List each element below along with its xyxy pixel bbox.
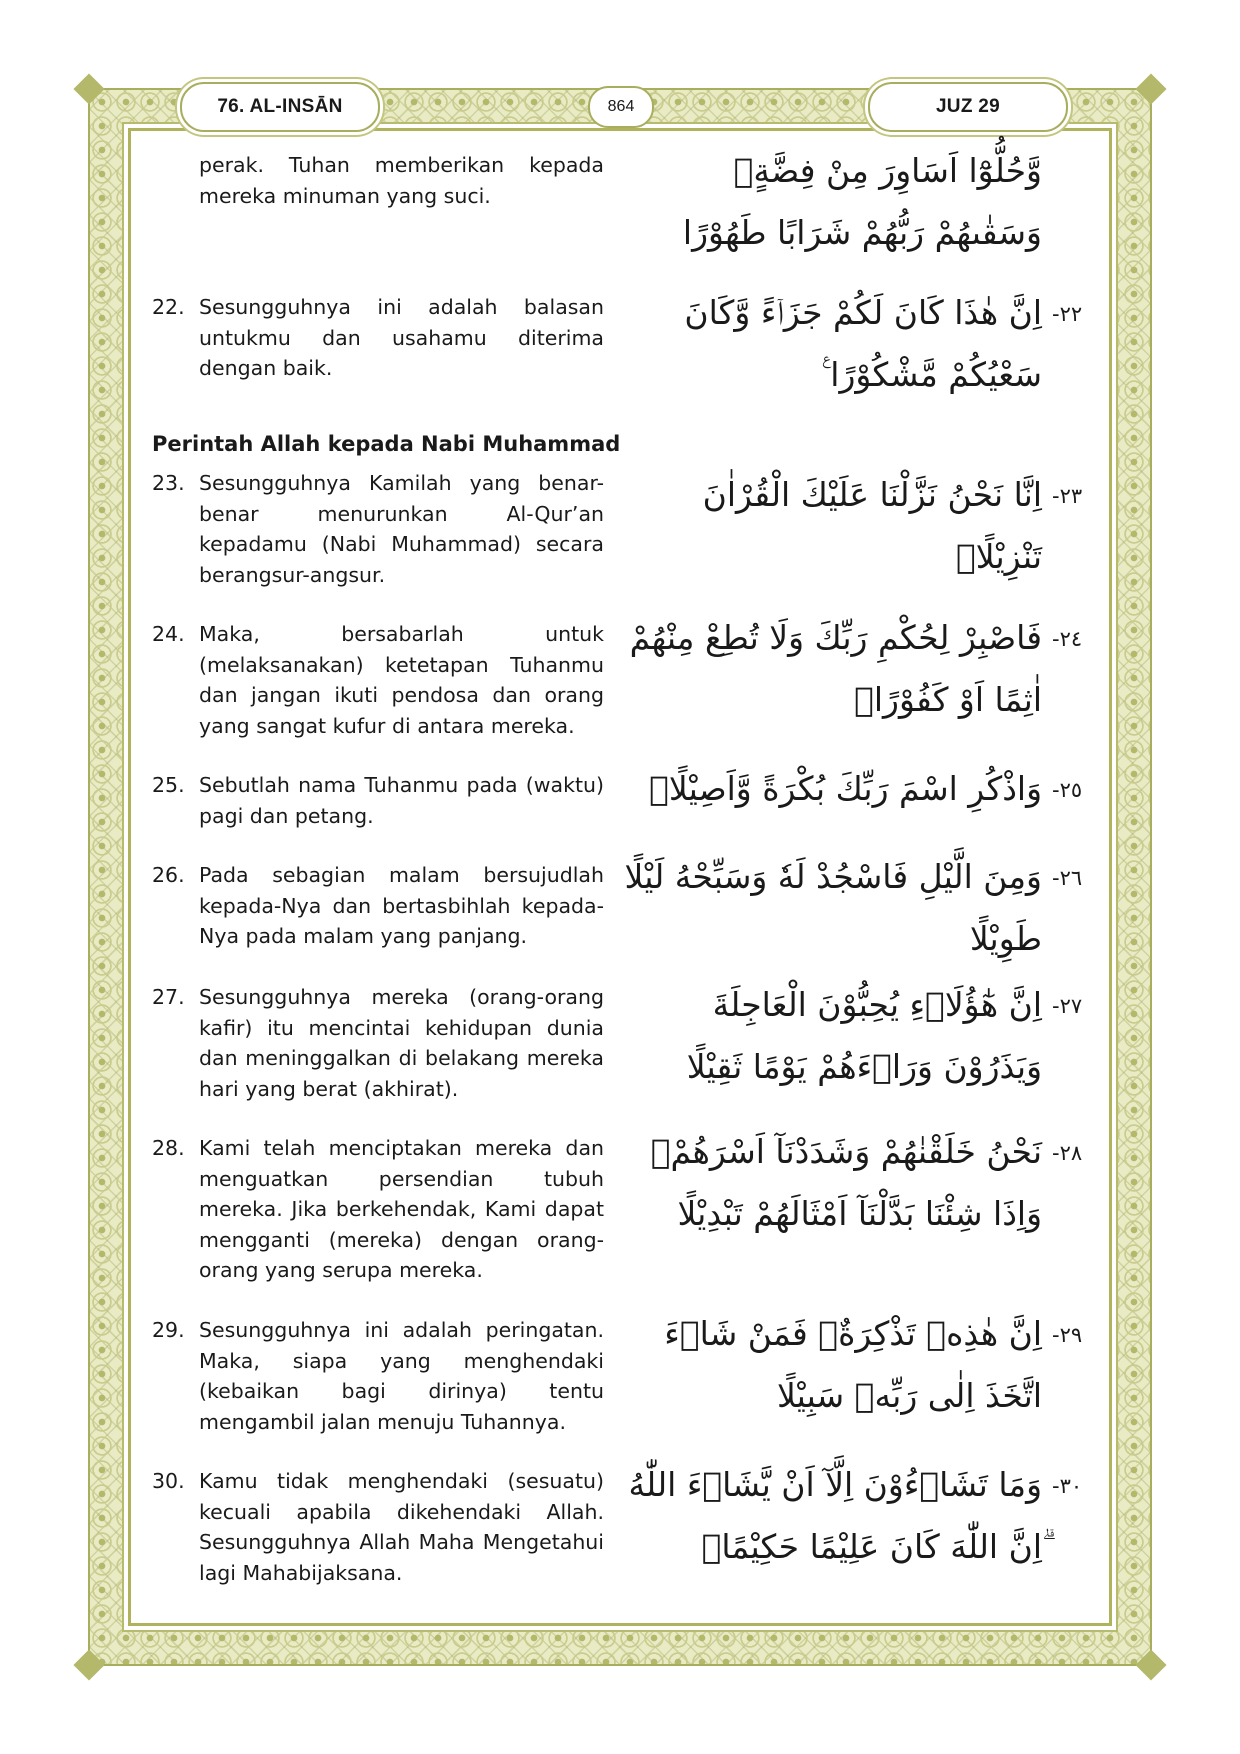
- verse-translation: [152, 1466, 604, 1588]
- verse-translation: [152, 982, 604, 1104]
- arabic-verse: اِنَّ هٰذِهٖ تَذْكِرَةٌۚ فَمَنْ شَاۤءَ اتَّخَذَ اِلٰى رَبِّهٖ سَبِيْلًا: [664, 1314, 1042, 1415]
- verse-translation: [152, 619, 604, 741]
- arabic-verse: نَحْنُ خَلَقْنٰهُمْ وَشَدَدْنَآ اَسْرَهُمْۚ وَاِذَا شِئْنَا بَدَّلْنَآ اَمْثَالَهُمْ تَبْدِيْلًا: [650, 1132, 1042, 1233]
- verse-number: 27.: [152, 985, 185, 1009]
- arabic-verse: وَمِنَ الَّيْلِ فَاسْجُدْ لَهٗ وَسَبِّحْهُ لَيْلًا طَوِيْلًا: [624, 857, 1042, 958]
- verse-number: 24.: [152, 622, 185, 646]
- arabic-verse-number: -٢٤: [1052, 627, 1083, 651]
- verse-number: 29.: [152, 1318, 185, 1342]
- juz-label: JUZ 29: [868, 82, 1068, 132]
- surah-title: 76. AL-INSĀN: [180, 82, 380, 132]
- page-number: 864: [588, 86, 654, 128]
- arabic-verse: وَاذْكُرِ اسْمَ رَبِّكَ بُكْرَةً وَّاَصِيْلًاۚ: [649, 769, 1042, 808]
- verse-number: 26.: [152, 863, 185, 887]
- verse-number: 23.: [152, 471, 185, 495]
- arabic-verse-number: -٢٢: [1052, 302, 1083, 326]
- verse-translation: [152, 770, 604, 831]
- verse-translation: [152, 860, 604, 952]
- translation-text: Kami telah menciptakan mereka dan menguatkan persendian tubuh mereka. Jika berkehendak, Kami dapat mengganti (mereka) dengan orang-orang yang serupa mereka.: [199, 1136, 604, 1282]
- arabic-verse: اِنَّ هٰٓؤُلَاۤءِ يُحِبُّوْنَ الْعَاجِلَةَ وَيَذَرُوْنَ وَرَاۤءَهُمْ يَوْمًا ثَقِيْلًا: [686, 985, 1042, 1086]
- verse-number: 22.: [152, 295, 185, 319]
- arabic-verse: اِنَّ هٰذَا كَانَ لَكُمْ جَزَاۤءً وَّكَانَ سَعْيُكُمْ مَّشْكُوْرًا ࣖ: [684, 293, 1042, 394]
- arabic-verse: وَّحُلُّوْٓا اَسَاوِرَ مِنْ فِضَّةٍۚ وَسَقٰىهُمْ رَبُّهُمْ شَرَابًا طَهُوْرًا: [682, 151, 1042, 252]
- verse-translation: [152, 150, 604, 211]
- arabic-verse-number: -٢٩: [1052, 1323, 1083, 1347]
- translation-text: Pada sebagian malam bersujudlah kepada-Nya dan bertasbihlah kepada-Nya pada malam yang panjang.: [199, 863, 604, 948]
- translation-text: Sesungguhnya ini adalah balasan untukmu dan usahamu diterima dengan baik.: [199, 295, 604, 380]
- translation-text: Sesungguhnya Kamilah yang benar-benar menurunkan Al-Qur’an kepadamu (Nabi Muhammad) secara berangsur-angsur.: [199, 471, 604, 587]
- verse-number: 30.: [152, 1469, 185, 1493]
- arabic-verse-number: -٣٠: [1052, 1474, 1083, 1498]
- arabic-verse-number: -٢٦: [1052, 866, 1083, 890]
- translation-text: Sesungguhnya ini adalah peringatan. Maka, siapa yang menghendaki (kebaikan bagi dirinya) tentu mengambil jalan menuju Tuhannya.: [199, 1318, 604, 1434]
- verse-number: 28.: [152, 1136, 185, 1160]
- arabic-verse: وَمَا تَشَاۤءُوْنَ اِلَّآ اَنْ يَّشَاۤءَ اللّٰهُ ۗاِنَّ اللّٰهَ كَانَ عَلِيْمًا حَكِيْمًاۖ: [628, 1465, 1042, 1566]
- arabic-verse: اِنَّا نَحْنُ نَزَّلْنَا عَلَيْكَ الْقُرْاٰنَ تَنْزِيْلًاۚ: [702, 475, 1042, 576]
- arabic-verse-number: -٢٨: [1052, 1141, 1083, 1165]
- verse-translation: [152, 292, 604, 384]
- translation-text: Kamu tidak menghendaki (sesuatu) kecuali apabila dikehendaki Allah. Sesungguhnya Allah Maha Mengetahui lagi Mahabijaksana.: [199, 1469, 604, 1585]
- verse-number: 25.: [152, 773, 185, 797]
- verse-translation: [152, 468, 604, 590]
- arabic-verse-number: -٢٥: [1052, 778, 1083, 802]
- verse-translation: [152, 1315, 604, 1437]
- arabic-verse-number: -٢٧: [1052, 994, 1083, 1018]
- translation-text: Sesungguhnya mereka (orang-orang kafir) itu mencintai kehidupan dunia dan meninggalkan di belakang mereka hari yang berat (akhirat).: [199, 985, 604, 1101]
- section-heading: Perintah Allah kepada Nabi Muhammad: [152, 432, 621, 456]
- arabic-verse-number: -٢٣: [1052, 484, 1083, 508]
- translation-text: Maka, bersabarlah untuk (melaksanakan) ketetapan Tuhanmu dan jangan ikuti pendosa dan orang yang sangat kufur di antara mereka.: [199, 622, 604, 738]
- arabic-verse: فَاصْبِرْ لِحُكْمِ رَبِّكَ وَلَا تُطِعْ مِنْهُمْ اٰثِمًا اَوْ كَفُوْرًاۚ: [629, 618, 1042, 719]
- translation-text: Sebutlah nama Tuhanmu pada (waktu) pagi dan petang.: [199, 773, 604, 828]
- verse-translation: [152, 1133, 604, 1286]
- translation-text: perak. Tuhan memberikan kepada mereka minuman yang suci.: [199, 153, 604, 208]
